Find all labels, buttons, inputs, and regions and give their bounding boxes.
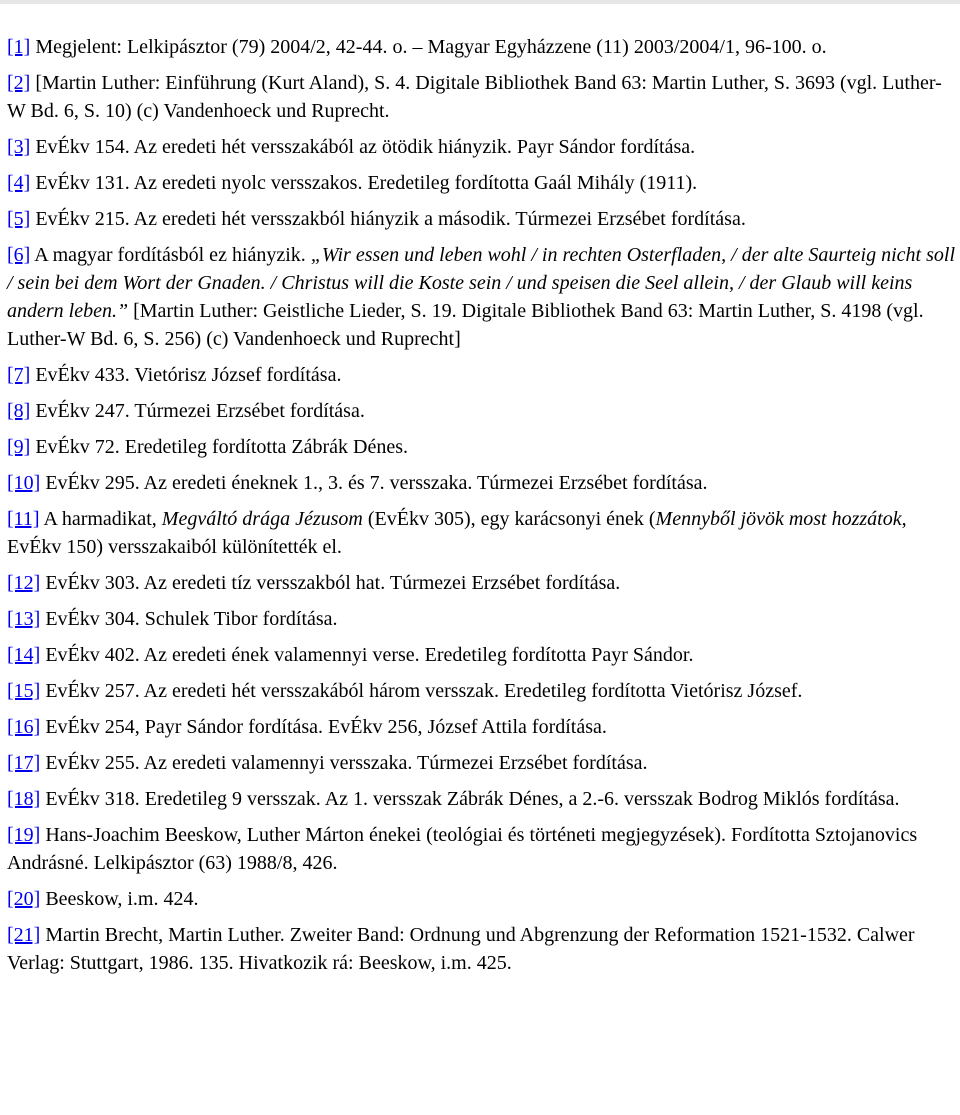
footnote-item: [7, 641, 955, 669]
footnote-item: [7, 69, 955, 125]
footnote-ref-link[interactable]: [21]: [7, 924, 41, 946]
footnote-text: EvÉkv 257. Az eredeti hét versszakából három versszak. Eredetileg fordította Vietórisz József.: [40, 680, 803, 702]
footnote-text: , EvÉkv 150) versszakaiból különítették el.: [7, 508, 907, 558]
footnote-ref-link[interactable]: [15]: [7, 680, 41, 702]
footnote-text: Martin Brecht, Martin Luther. Zweiter Band: Ordnung und Abgrenzung der Reformation 1521-1532. Calwer Verlag: Stuttgart, 1986. 135. Hivatkozik rá: Beeskow, i.m. 425.: [7, 924, 915, 974]
footnote-text: EvÉkv 131. Az eredeti nyolc versszakos. Eredetileg fordította Gaál Mihály (1911).: [30, 172, 698, 194]
footnote-ref-link[interactable]: [2]: [7, 72, 31, 94]
footnote-ref-link[interactable]: [3]: [7, 136, 31, 158]
footnote-item: [7, 397, 955, 425]
footnote-item: [7, 469, 955, 497]
footnote-item: [7, 713, 955, 741]
footnote-text: A magyar fordításból ez hiányzik.: [30, 244, 311, 266]
footnote-text: EvÉkv 72. Eredetileg fordította Zábrák Dénes.: [30, 436, 408, 458]
footnote-text: EvÉkv 255. Az eredeti valamennyi versszaka. Túrmezei Erzsébet fordítása.: [40, 752, 648, 774]
footnote-text: EvÉkv 433. Vietórisz József fordítása.: [30, 364, 342, 386]
footnote-ref-link[interactable]: [17]: [7, 752, 41, 774]
footnote-item: [7, 921, 955, 977]
footnote-item: [7, 241, 955, 353]
footnote-item: [7, 205, 955, 233]
footnote-text: EvÉkv 215. Az eredeti hét versszakból hiányzik a második. Túrmezei Erzsébet fordítása.: [30, 208, 746, 230]
footnote-italic-text: „Wir essen und leben wohl / in rechten Osterfladen, / der alte Saurteig nicht soll / sein bei dem Wort der Gnaden. / Christus will die Koste sein / und speisen die Seel allein, / der Glaub will keins andern leben.”: [7, 244, 956, 322]
footnote-item: [7, 749, 955, 777]
footnote-item: [7, 677, 955, 705]
footnotes-list: [7, 33, 955, 985]
footnote-item: [7, 169, 955, 197]
footnote-text: EvÉkv 304. Schulek Tibor fordítása.: [40, 608, 338, 630]
footnote-ref-link[interactable]: [8]: [7, 400, 31, 422]
footnote-ref-link[interactable]: [6]: [7, 244, 31, 266]
footnote-ref-link[interactable]: [7]: [7, 364, 31, 386]
footnote-text: EvÉkv 254, Payr Sándor fordítása. EvÉkv 256, József Attila fordítása.: [40, 716, 607, 738]
footnote-text: [Martin Luther: Einführung (Kurt Aland), S. 4. Digitale Bibliothek Band 63: Martin Luther, S. 3693 (vgl. Luther-W Bd. 6, S. 10) (c) Vandenhoeck und Ruprecht.: [7, 72, 942, 122]
footnote-text: EvÉkv 303. Az eredeti tíz versszakból hat. Túrmezei Erzsébet fordítása.: [40, 572, 621, 594]
footnote-item: [7, 433, 955, 461]
footnote-ref-link[interactable]: [19]: [7, 824, 41, 846]
footnote-item: [7, 569, 955, 597]
footnote-ref-link[interactable]: [1]: [7, 36, 31, 58]
footnote-ref-link[interactable]: [20]: [7, 888, 41, 910]
footnote-item: [7, 785, 955, 813]
footnote-ref-link[interactable]: [4]: [7, 172, 31, 194]
footnote-ref-link[interactable]: [5]: [7, 208, 31, 230]
footnote-text: EvÉkv 154. Az eredeti hét versszakából az ötödik hiányzik. Payr Sándor fordítása.: [30, 136, 696, 158]
footnote-text: A harmadikat,: [39, 508, 162, 530]
footnote-ref-link[interactable]: [12]: [7, 572, 41, 594]
footnote-item: [7, 133, 955, 161]
footnote-item: [7, 505, 955, 561]
footnote-ref-link[interactable]: [18]: [7, 788, 41, 810]
footnote-ref-link[interactable]: [13]: [7, 608, 41, 630]
footnote-item: [7, 361, 955, 389]
footnote-text: [Martin Luther: Geistliche Lieder, S. 19. Digitale Bibliothek Band 63: Martin Luther, S. 4198 (vgl. Luther-W Bd. 6, S. 256) (c) Vandenhoeck und Ruprecht]: [7, 300, 924, 350]
footnote-italic-text: Megváltó drága Jézusom: [161, 508, 363, 530]
footnote-text: (EvÉkv 305), egy karácsonyi ének (: [362, 508, 656, 530]
footnote-text: Megjelent: Lelkipásztor (79) 2004/2, 42-44. o. – Magyar Egyházzene (11) 2003/2004/1, 96-100. o.: [30, 36, 827, 58]
footnote-item: [7, 821, 955, 877]
footnote-ref-link[interactable]: [11]: [7, 508, 40, 530]
footnote-italic-text: Mennyből jövök most hozzátok: [655, 508, 902, 530]
footnote-ref-link[interactable]: [16]: [7, 716, 41, 738]
footnote-text: EvÉkv 318. Eredetileg 9 versszak. Az 1. versszak Zábrák Dénes, a 2.-6. versszak Bodrog Miklós fordítása.: [40, 788, 900, 810]
footnote-item: [7, 885, 955, 913]
footnote-text: Hans-Joachim Beeskow, Luther Márton énekei (teológiai és történeti megjegyzések). Fordította Sztojanovics Andrásné. Lelkipásztor (63) 1988/8, 426.: [7, 824, 918, 874]
footnote-text: EvÉkv 295. Az eredeti éneknek 1., 3. és 7. versszaka. Túrmezei Erzsébet fordítása.: [40, 472, 708, 494]
footnote-text: EvÉkv 402. Az eredeti ének valamennyi verse. Eredetileg fordította Payr Sándor.: [40, 644, 694, 666]
top-border: [0, 0, 960, 4]
footnote-ref-link[interactable]: [9]: [7, 436, 31, 458]
footnote-ref-link[interactable]: [10]: [7, 472, 41, 494]
footnote-text: EvÉkv 247. Túrmezei Erzsébet fordítása.: [30, 400, 365, 422]
footnote-ref-link[interactable]: [14]: [7, 644, 41, 666]
footnote-item: [7, 33, 955, 61]
footnote-item: [7, 605, 955, 633]
footnote-text: Beeskow, i.m. 424.: [40, 888, 199, 910]
